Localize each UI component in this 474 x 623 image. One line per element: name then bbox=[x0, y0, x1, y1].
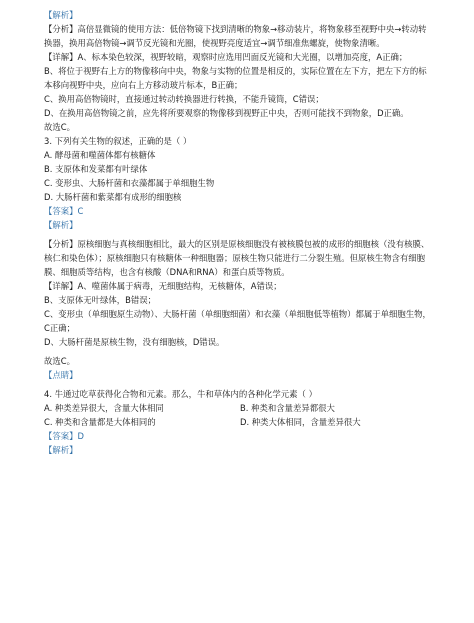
q3-analysis-2: 核仁和染色体）；原核细胞只有核糖体一种细胞器；原核生物只能进行二分裂生殖。但原核生物含有细胞 bbox=[44, 253, 426, 263]
q3-option-d: D. 大肠杆菌和紫菜都有成形的细胞核 bbox=[44, 192, 182, 202]
q4-option-b: B. 种类和含量差异都很大 bbox=[240, 403, 335, 413]
q3-detail-d: D、大肠杆菌是原核生物，没有细胞核，D错误。 bbox=[44, 337, 225, 347]
q3-analysis-3: 膜、细胞质等结构，也含有核酸（DNA和RNA）和蛋白质等物质。 bbox=[44, 267, 290, 277]
q2-analysis: 【分析】高倍显微镜的使用方法：低倍物镜下找到清晰的物象→移动装片，将物象移至视野中央→转动转 bbox=[44, 24, 427, 34]
q3-analysis-1: 【分析】原核细胞与真核细胞相比，最大的区别是原核细胞没有被核膜包被的成形的细胞核（没有核膜、 bbox=[44, 239, 430, 249]
q2-detail-d: D、在换用高倍物镜之前，应先将所要观察的物像移到视野正中央，否则可能找不到物象，D正确。 bbox=[44, 108, 409, 118]
q3-analysis-header: 【解析】 bbox=[44, 220, 78, 230]
q4-options-row-1 bbox=[44, 401, 436, 415]
q4-option-d: D. 种类大体相同，含量差异很大 bbox=[240, 417, 361, 427]
q2-conclusion: 故选C。 bbox=[44, 122, 75, 132]
q2-analysis-cont: 换器，换用高倍物镜→调节反光镜和光圈，使视野亮度适宜→调节细准焦螺旋，使物象清晰。 bbox=[44, 38, 385, 48]
q4-option-a: A. 种类差异很大，含量大体相同 bbox=[44, 403, 164, 413]
q3-key-point: 【点睛】 bbox=[44, 370, 78, 380]
analysis-header: 【解析】 bbox=[44, 10, 78, 20]
q2-detail-c: C、换用高倍物镜时，直接通过转动转换器进行转换，不能升镜筒，C错误； bbox=[44, 94, 324, 104]
q2-detail-b: B、将位于视野右上方的物像移向中央，物象与实物的位置是相反的，实际位置在左下方，把左下方的标 bbox=[44, 66, 427, 76]
q3-answer: 【答案】C bbox=[44, 206, 84, 216]
q3-option-b: B. 支原体和发菜都有叶绿体 bbox=[44, 164, 148, 174]
q4-option-c: C. 种类和含量都是大体相同的 bbox=[44, 417, 156, 427]
q3-detail-c: C、变形虫（单细胞原生动物）、大肠杆菌（单细胞细菌）和衣藻（单细胞低等植物）都属于单细胞生物， bbox=[44, 309, 431, 319]
q3-option-a: A. 酵母菌和噬菌体都有核糖体 bbox=[44, 150, 156, 160]
q4-stem: 4. 牛通过吃草获得化合物和元素。那么，牛和草体内的各种化学元素（ ） bbox=[44, 389, 317, 399]
q2-detail-b-cont: 本移向视野中央，应向右上方移动玻片标本，B正确； bbox=[44, 80, 243, 90]
q3-conclusion: 故选C。 bbox=[44, 356, 75, 366]
q2-detail-a: 【详解】A、标本染色较深，视野较暗，观察时应选用凹面反光镜和大光圈，以增加亮度，A正确； bbox=[44, 52, 408, 62]
q3-option-c: C. 变形虫、大肠杆菌和衣藻都属于单细胞生物 bbox=[44, 178, 215, 188]
q4-analysis-header: 【解析】 bbox=[44, 445, 78, 455]
q3-stem: 3. 下列有关生物的叙述，正确的是（ ） bbox=[44, 136, 192, 146]
q4-options-row-2 bbox=[44, 415, 436, 429]
q3-detail-a: 【详解】A、噬菌体属于病毒，无细胞结构，无核糖体，A错误； bbox=[44, 281, 282, 291]
q4-answer: 【答案】D bbox=[44, 431, 84, 441]
q3-detail-b: B、支原体无叶绿体，B错误； bbox=[44, 295, 156, 305]
q3-detail-c-cont: C正确； bbox=[44, 323, 75, 333]
